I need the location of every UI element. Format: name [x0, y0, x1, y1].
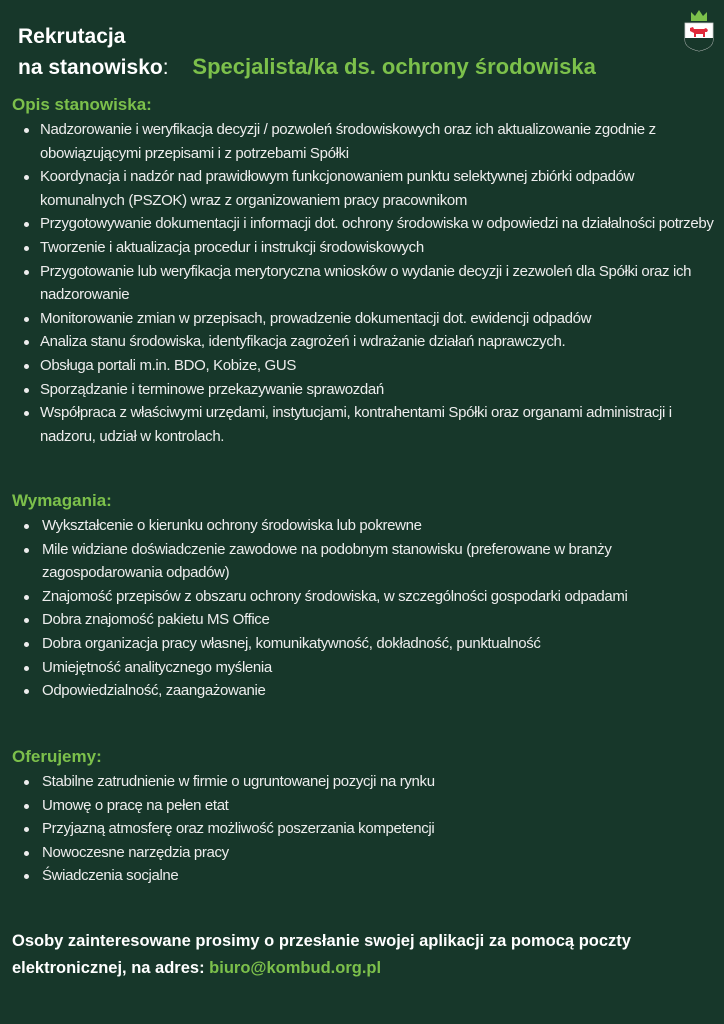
list-item: Monitorowanie zmian w przepisach, prowadzenie dokumentacji dot. ewidencji odpadów: [12, 307, 717, 331]
list-item: Dobra organizacja pracy własnej, komunikatywność, dokładność, punktualność: [12, 632, 717, 656]
list-item: Umowę o pracę na pełen etat: [12, 794, 717, 818]
list-item: Wykształcenie o kierunku ochrony środowiska lub pokrewne: [12, 514, 717, 538]
list-item: Koordynacja i nadzór nad prawidłowym funkcjonowaniem punktu selektywnej zbiórki odpadów komunalnych (PSZOK) wraz z organizowaniem pracy pracownikom: [12, 165, 717, 212]
list-item: Odpowiedzialność, zaangażowanie: [12, 679, 717, 703]
list-item: Dobra znajomość pakietu MS Office: [12, 608, 717, 632]
title-label: na stanowisko: [18, 56, 163, 79]
requirements-list: [12, 514, 717, 703]
job-description-list: [12, 118, 717, 448]
list-item: Obsługa portali m.in. BDO, Kobize, GUS: [12, 354, 717, 378]
header: [18, 24, 708, 83]
section-title: Wymagania:: [12, 491, 112, 510]
list-item: Nowoczesne narzędzia pracy: [12, 841, 717, 865]
list-item: Przyjazną atmosferę oraz możliwość poszerzania kompetencji: [12, 817, 717, 841]
contact-info: [12, 928, 712, 982]
contact-text: Osoby zainteresowane prosimy o przesłanie swojej aplikacji za pomocą poczty elektronicznej, na adres:: [12, 932, 631, 977]
section-job-description: [12, 94, 717, 448]
list-item: Współpraca z właściwymi urzędami, instytucjami, kontrahentami Spółki oraz organami administracji i nadzoru, udział w kontrolach.: [12, 401, 717, 448]
list-item: Analiza stanu środowiska, identyfikacja zagrożeń i wdrażanie działań naprawczych.: [12, 330, 717, 354]
section-title: Oferujemy:: [12, 747, 102, 766]
section-offer: [12, 746, 717, 888]
title-position-line: [18, 52, 708, 83]
list-item: Stabilne zatrudnienie w firmie o ugruntowanej pozycji na rynku: [12, 770, 717, 794]
offer-list: [12, 770, 717, 888]
list-item: Przygotowywanie dokumentacji i informacji dot. ochrony środowiska w odpowiedzi na działalności potrzeby: [12, 212, 717, 236]
coat-of-arms-icon: [682, 8, 716, 52]
section-title: Opis stanowiska:: [12, 95, 152, 114]
list-item: Umiejętność analitycznego myślenia: [12, 656, 717, 680]
list-item: Mile widziane doświadczenie zawodowe na podobnym stanowisku (preferowane w branży zagospodarowania odpadów): [12, 538, 717, 585]
contact-email-link[interactable]: biuro@kombud.org.pl: [209, 959, 382, 977]
list-item: Sporządzanie i terminowe przekazywanie sprawozdań: [12, 378, 717, 402]
section-requirements: [12, 490, 717, 703]
list-item: Tworzenie i aktualizacja procedur i instrukcji środowiskowych: [12, 236, 717, 260]
title-recruitment: Rekrutacja: [18, 25, 126, 48]
list-item: Znajomość przepisów z obszaru ochrony środowiska, w szczególności gospodarki odpadami: [12, 585, 717, 609]
position-title: Specjalista/ka ds. ochrony środowiska: [192, 54, 596, 79]
list-item: Świadczenia socjalne: [12, 864, 717, 888]
list-item: Nadzorowanie i weryfikacja decyzji / pozwoleń środowiskowych oraz ich aktualizowanie zgodnie z obowiązującymi przepisami i z potrzebami Spółki: [12, 118, 717, 165]
list-item: Przygotowanie lub weryfikacja merytoryczna wniosków o wydanie decyzji i zezwoleń dla Spółki oraz ich nadzorowanie: [12, 260, 717, 307]
title-colon: :: [162, 56, 169, 79]
